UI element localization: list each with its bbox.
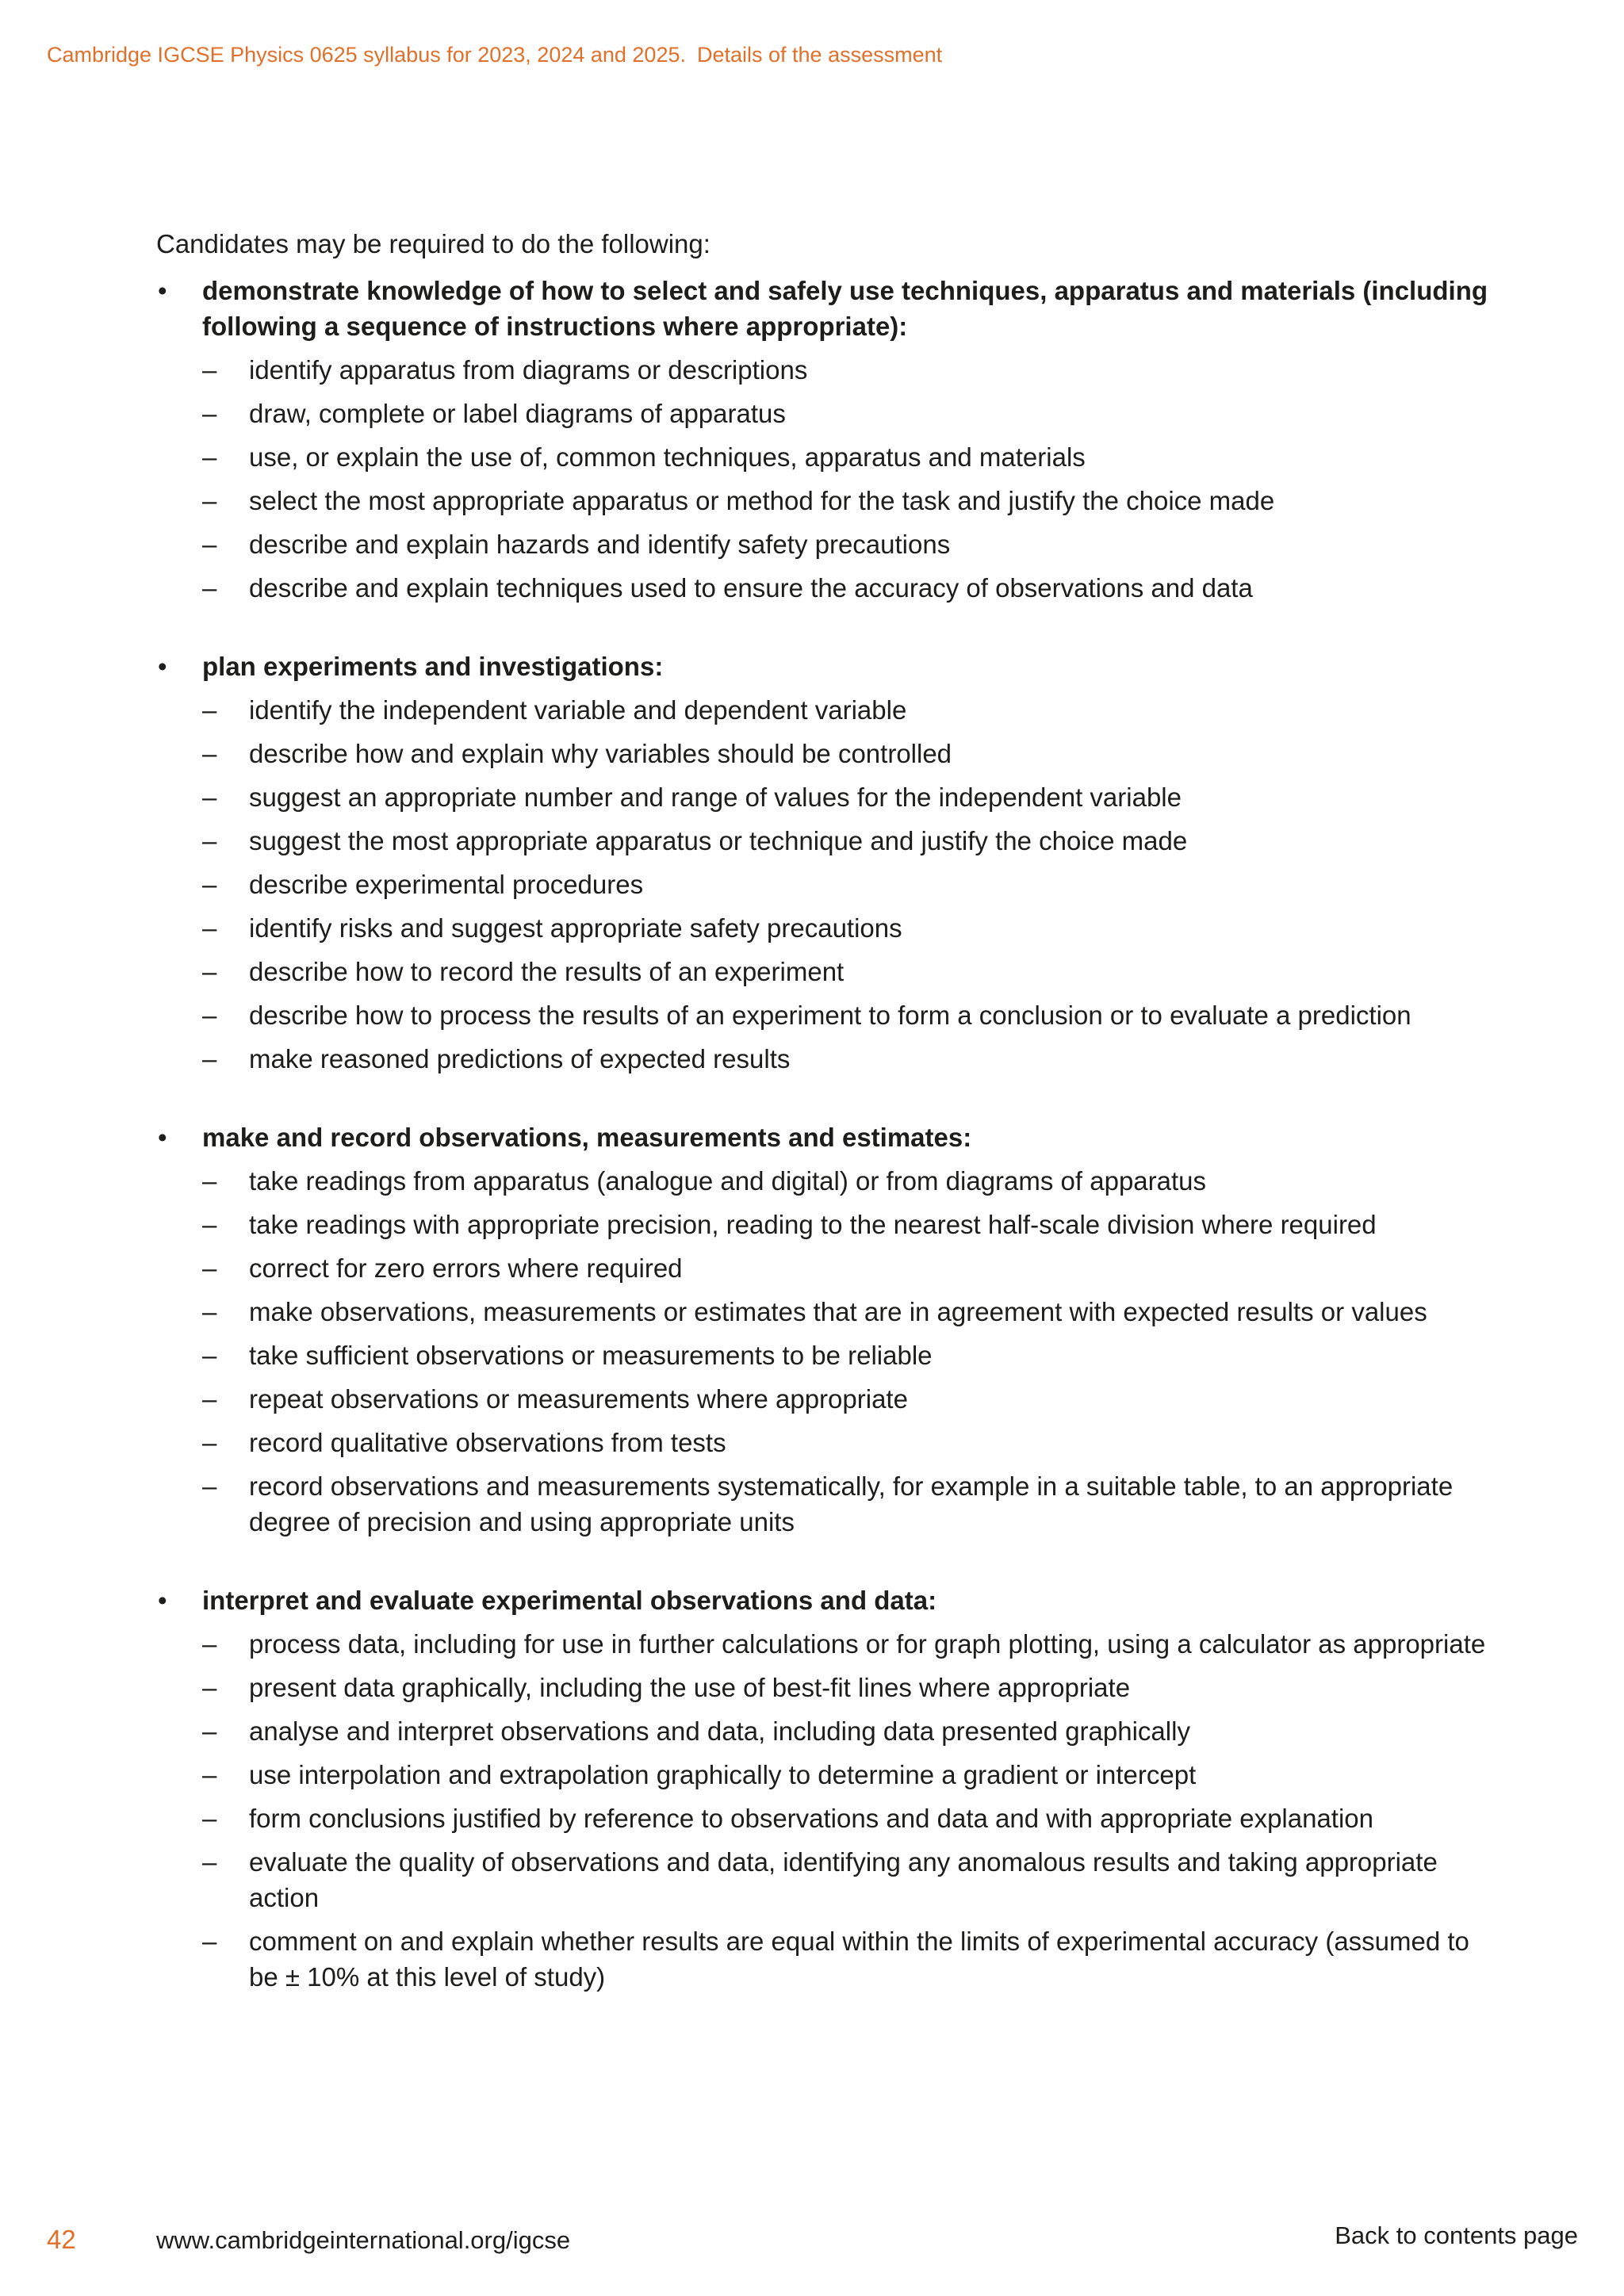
bullet-icon: • [158, 1586, 167, 1615]
dash-icon: – [202, 355, 217, 385]
bullet-icon: • [158, 276, 167, 305]
dash-icon: – [202, 957, 217, 986]
list-item [156, 483, 1488, 519]
bullet-heading [156, 1582, 1488, 1618]
bullet-heading [156, 1119, 1488, 1155]
list-item-text: suggest the most appropriate apparatus or technique and justify the choice made [249, 826, 1188, 855]
list-item [156, 1670, 1488, 1705]
list-item-text: correct for zero errors where required [249, 1253, 683, 1283]
dash-icon: – [202, 1253, 217, 1283]
list-item [156, 997, 1488, 1033]
list-item-text: evaluate the quality of observations and data, identifying any anomalous results and taking appropriate action [249, 1847, 1438, 1912]
bullet-heading [156, 273, 1488, 344]
list-item [156, 1337, 1488, 1373]
list-item [156, 352, 1488, 388]
dash-icon: – [202, 1428, 217, 1457]
list-item [156, 439, 1488, 475]
sub-list [156, 692, 1488, 1077]
bullet-heading-text: interpret and evaluate experimental observations and data: [202, 1586, 937, 1615]
dash-icon: – [202, 442, 217, 472]
list-item-text: form conclusions justified by reference to observations and data and with appropriate explanation [249, 1804, 1374, 1833]
list-item-text: comment on and explain whether results are equal within the limits of experimental accuracy (assumed to be ± 10% at this level of study) [249, 1927, 1469, 1992]
list-item-text: identify risks and suggest appropriate safety precautions [249, 913, 902, 943]
list-item [156, 1381, 1488, 1417]
list-item [156, 736, 1488, 771]
header-title: Cambridge IGCSE Physics 0625 syllabus for 2023, 2024 and 2025. [47, 43, 686, 67]
list-item [156, 1163, 1488, 1199]
bullet-heading-text: plan experiments and investigations: [202, 652, 664, 681]
list-item [156, 1800, 1488, 1836]
dash-icon: – [202, 826, 217, 855]
dash-icon: – [202, 1847, 217, 1877]
dash-icon: – [202, 1927, 217, 1956]
list-item-text: record qualitative observations from tests [249, 1428, 726, 1457]
list-item [156, 1626, 1488, 1662]
list-item [156, 692, 1488, 728]
list-item [156, 779, 1488, 815]
list-item [156, 954, 1488, 989]
bullet-heading [156, 649, 1488, 684]
list-item-text: describe how to record the results of an experiment [249, 957, 845, 986]
running-header [47, 43, 942, 67]
list-item-text: take readings with appropriate precision, reading to the nearest half-scale division where required [249, 1210, 1377, 1239]
bullet-section [156, 1119, 1488, 1540]
dash-icon: – [202, 1716, 217, 1746]
list-item-text: select the most appropriate apparatus or method for the task and justify the choice made [249, 486, 1275, 515]
bullet-icon: • [158, 1123, 167, 1152]
list-item [156, 1757, 1488, 1793]
list-item [156, 1713, 1488, 1749]
page-number: 42 [47, 2225, 76, 2254]
back-to-contents-link[interactable]: Back to contents page [1335, 2221, 1578, 2249]
intro-text: Candidates may be required to do the following: [156, 229, 710, 258]
list-item-text: repeat observations or measurements where appropriate [249, 1384, 908, 1414]
dash-icon: – [202, 1297, 217, 1326]
sub-list [156, 1626, 1488, 1995]
list-item [156, 1923, 1488, 1995]
website-url: www.cambridgeinternational.org/igcse [156, 2226, 571, 2254]
list-item [156, 1250, 1488, 1286]
bullet-heading-text: demonstrate knowledge of how to select and safely use techniques, apparatus and materials (including following a sequence of instructions where appropriate): [202, 276, 1488, 341]
list-item-text: describe and explain hazards and identify safety precautions [249, 530, 951, 559]
dash-icon: – [202, 1210, 217, 1239]
dash-icon: – [202, 1384, 217, 1414]
bullet-section [156, 1582, 1488, 1995]
dash-icon: – [202, 573, 217, 603]
dash-icon: – [202, 530, 217, 559]
bullet-heading-text: make and record observations, measurements and estimates: [202, 1123, 972, 1152]
list-item-text: use interpolation and extrapolation graphically to determine a gradient or intercept [249, 1760, 1197, 1789]
header-section: Details of the assessment [696, 43, 943, 67]
dash-icon: – [202, 1629, 217, 1659]
list-item-text: analyse and interpret observations and data, including data presented graphically [249, 1716, 1190, 1746]
list-item-text: identify apparatus from diagrams or descriptions [249, 355, 808, 385]
list-item [156, 396, 1488, 431]
list-item-text: describe and explain techniques used to ensure the accuracy of observations and data [249, 573, 1253, 603]
dash-icon: – [202, 1673, 217, 1702]
sub-list [156, 352, 1488, 606]
dash-icon: – [202, 1166, 217, 1196]
list-item-text: draw, complete or label diagrams of apparatus [249, 399, 786, 428]
dash-icon: – [202, 870, 217, 899]
list-item [156, 570, 1488, 606]
dash-icon: – [202, 783, 217, 812]
list-item-text: take sufficient observations or measurements to be reliable [249, 1341, 933, 1370]
list-item [156, 823, 1488, 859]
list-item-text: describe experimental procedures [249, 870, 644, 899]
sub-list [156, 1163, 1488, 1540]
list-item [156, 1041, 1488, 1077]
list-item-text: make observations, measurements or estimates that are in agreement with expected results or values [249, 1297, 1427, 1326]
dash-icon: – [202, 1001, 217, 1030]
dash-icon: – [202, 695, 217, 725]
dash-icon: – [202, 1804, 217, 1833]
list-item-text: take readings from apparatus (analogue and digital) or from diagrams of apparatus [249, 1166, 1207, 1196]
dash-icon: – [202, 399, 217, 428]
list-item-text: make reasoned predictions of expected results [249, 1044, 791, 1073]
bullet-section [156, 649, 1488, 1077]
list-item [156, 1425, 1488, 1460]
list-item [156, 1294, 1488, 1330]
list-item [156, 1844, 1488, 1915]
list-item [156, 867, 1488, 902]
dash-icon: – [202, 1341, 217, 1370]
list-item-text: present data graphically, including the use of best-fit lines where appropriate [249, 1673, 1131, 1702]
list-item-text: describe how and explain why variables should be controlled [249, 739, 952, 768]
list-item-text: process data, including for use in further calculations or for graph plotting, using a calculator as appropriate [249, 1629, 1486, 1659]
list-item-text: identify the independent variable and dependent variable [249, 695, 907, 725]
dash-icon: – [202, 913, 217, 943]
dash-icon: – [202, 739, 217, 768]
list-item-text: record observations and measurements systematically, for example in a suitable table, to an appropriate degree of precision and using appropriate units [249, 1471, 1454, 1536]
list-item [156, 1207, 1488, 1242]
dash-icon: – [202, 486, 217, 515]
list-item [156, 910, 1488, 946]
list-item [156, 1468, 1488, 1540]
bullet-section [156, 273, 1488, 606]
bullet-icon: • [158, 652, 167, 681]
main-content [156, 226, 1488, 2003]
list-item-text: use, or explain the use of, common techniques, apparatus and materials [249, 442, 1086, 472]
list-item-text: suggest an appropriate number and range of values for the independent variable [249, 783, 1182, 812]
list-item-text: describe how to process the results of an experiment to form a conclusion or to evaluate a prediction [249, 1001, 1411, 1030]
list-item [156, 526, 1488, 562]
dash-icon: – [202, 1471, 217, 1501]
dash-icon: – [202, 1760, 217, 1789]
dash-icon: – [202, 1044, 217, 1073]
